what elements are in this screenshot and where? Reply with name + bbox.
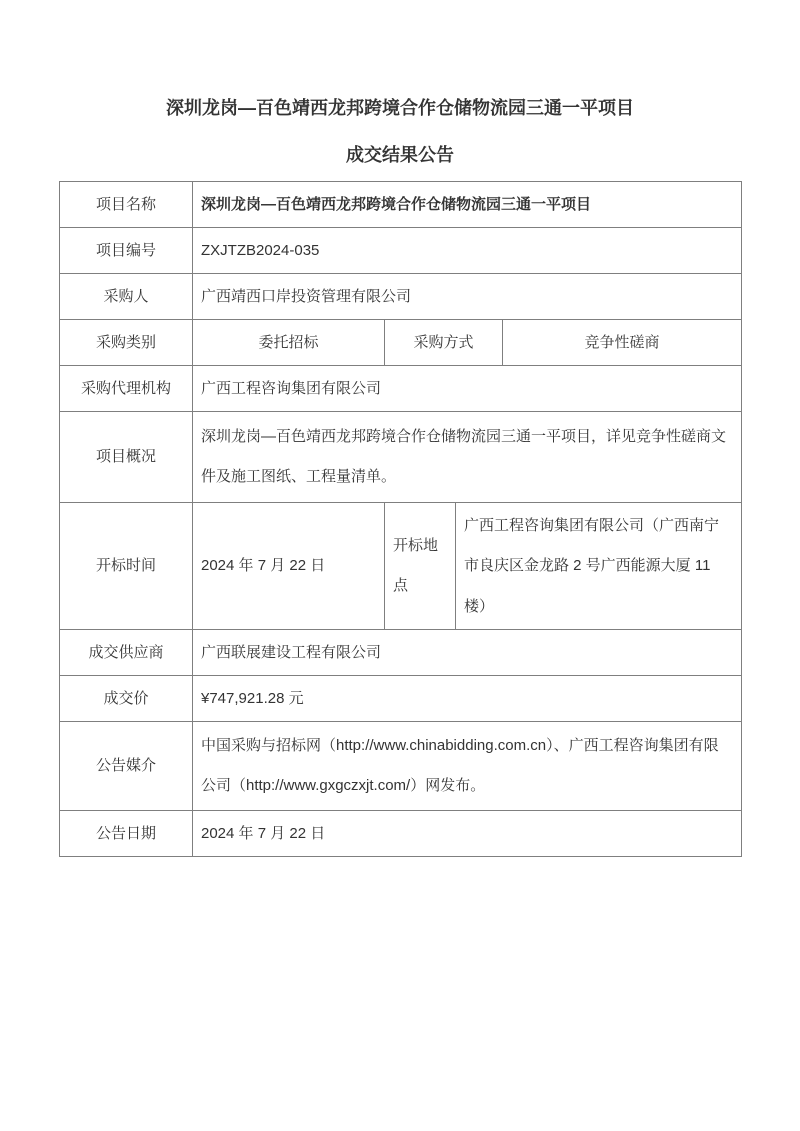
table-row [60,412,742,503]
purchaser-value: 广西靖西口岸投资管理有限公司 [193,274,742,320]
announcement-table [59,181,742,857]
table-row [60,366,742,412]
procurement-method-value: 竞争性磋商 [503,320,742,366]
row-label: 公告日期 [60,811,193,857]
row-label: 项目名称 [60,182,193,228]
row-label: 采购类别 [60,320,193,366]
row-label: 成交供应商 [60,630,193,676]
table-row [60,676,742,722]
announcement-date-value: 2024 年 7 月 22 日 [193,811,742,857]
bid-opening-time-value: 2024 年 7 月 22 日 [193,503,385,630]
table-row [60,722,742,811]
agency-value: 广西工程咨询集团有限公司 [193,366,742,412]
row-label: 开标时间 [60,503,193,630]
project-overview-value: 深圳龙岗—百色靖西龙邦跨境合作仓储物流园三通一平项目，详见竞争性磋商文件及施工图纸、工程量清单。 [193,412,742,503]
row-label: 公告媒介 [60,722,193,811]
winning-price-value: ¥747,921.28 元 [193,676,742,722]
document-subtitle: 成交结果公告 [346,145,454,166]
procurement-category-value: 委托招标 [193,320,385,366]
table-row [60,274,742,320]
row-label: 采购代理机构 [60,366,193,412]
table-row [60,320,742,366]
project-number-value: ZXJTZB2024-035 [193,228,742,274]
row-label: 成交价 [60,676,193,722]
row-label: 开标地点 [385,503,456,630]
row-label: 项目概况 [60,412,193,503]
bid-opening-location-value: 广西工程咨询集团有限公司（广西南宁市良庆区金龙路 2 号广西能源大厦 11 楼） [456,503,742,630]
row-label: 采购方式 [385,320,503,366]
announcement-media-value: 中国采购与招标网（http://www.chinabidding.com.cn）、广西工程咨询集团有限公司（http://www.gxgczxjt.com/）网发布。 [193,722,742,811]
document-body [59,0,741,857]
document-title: 深圳龙岗—百色靖西龙邦跨境合作仓储物流园三通一平项目 [166,98,634,118]
table-row [60,630,742,676]
row-label: 项目编号 [60,228,193,274]
winning-supplier-value: 广西联展建设工程有限公司 [193,630,742,676]
table-row [60,228,742,274]
table-row [60,503,742,630]
project-name-value: 深圳龙岗—百色靖西龙邦跨境合作仓储物流园三通一平项目 [193,182,742,228]
table-row [60,182,742,228]
table-row [60,811,742,857]
row-label: 采购人 [60,274,193,320]
